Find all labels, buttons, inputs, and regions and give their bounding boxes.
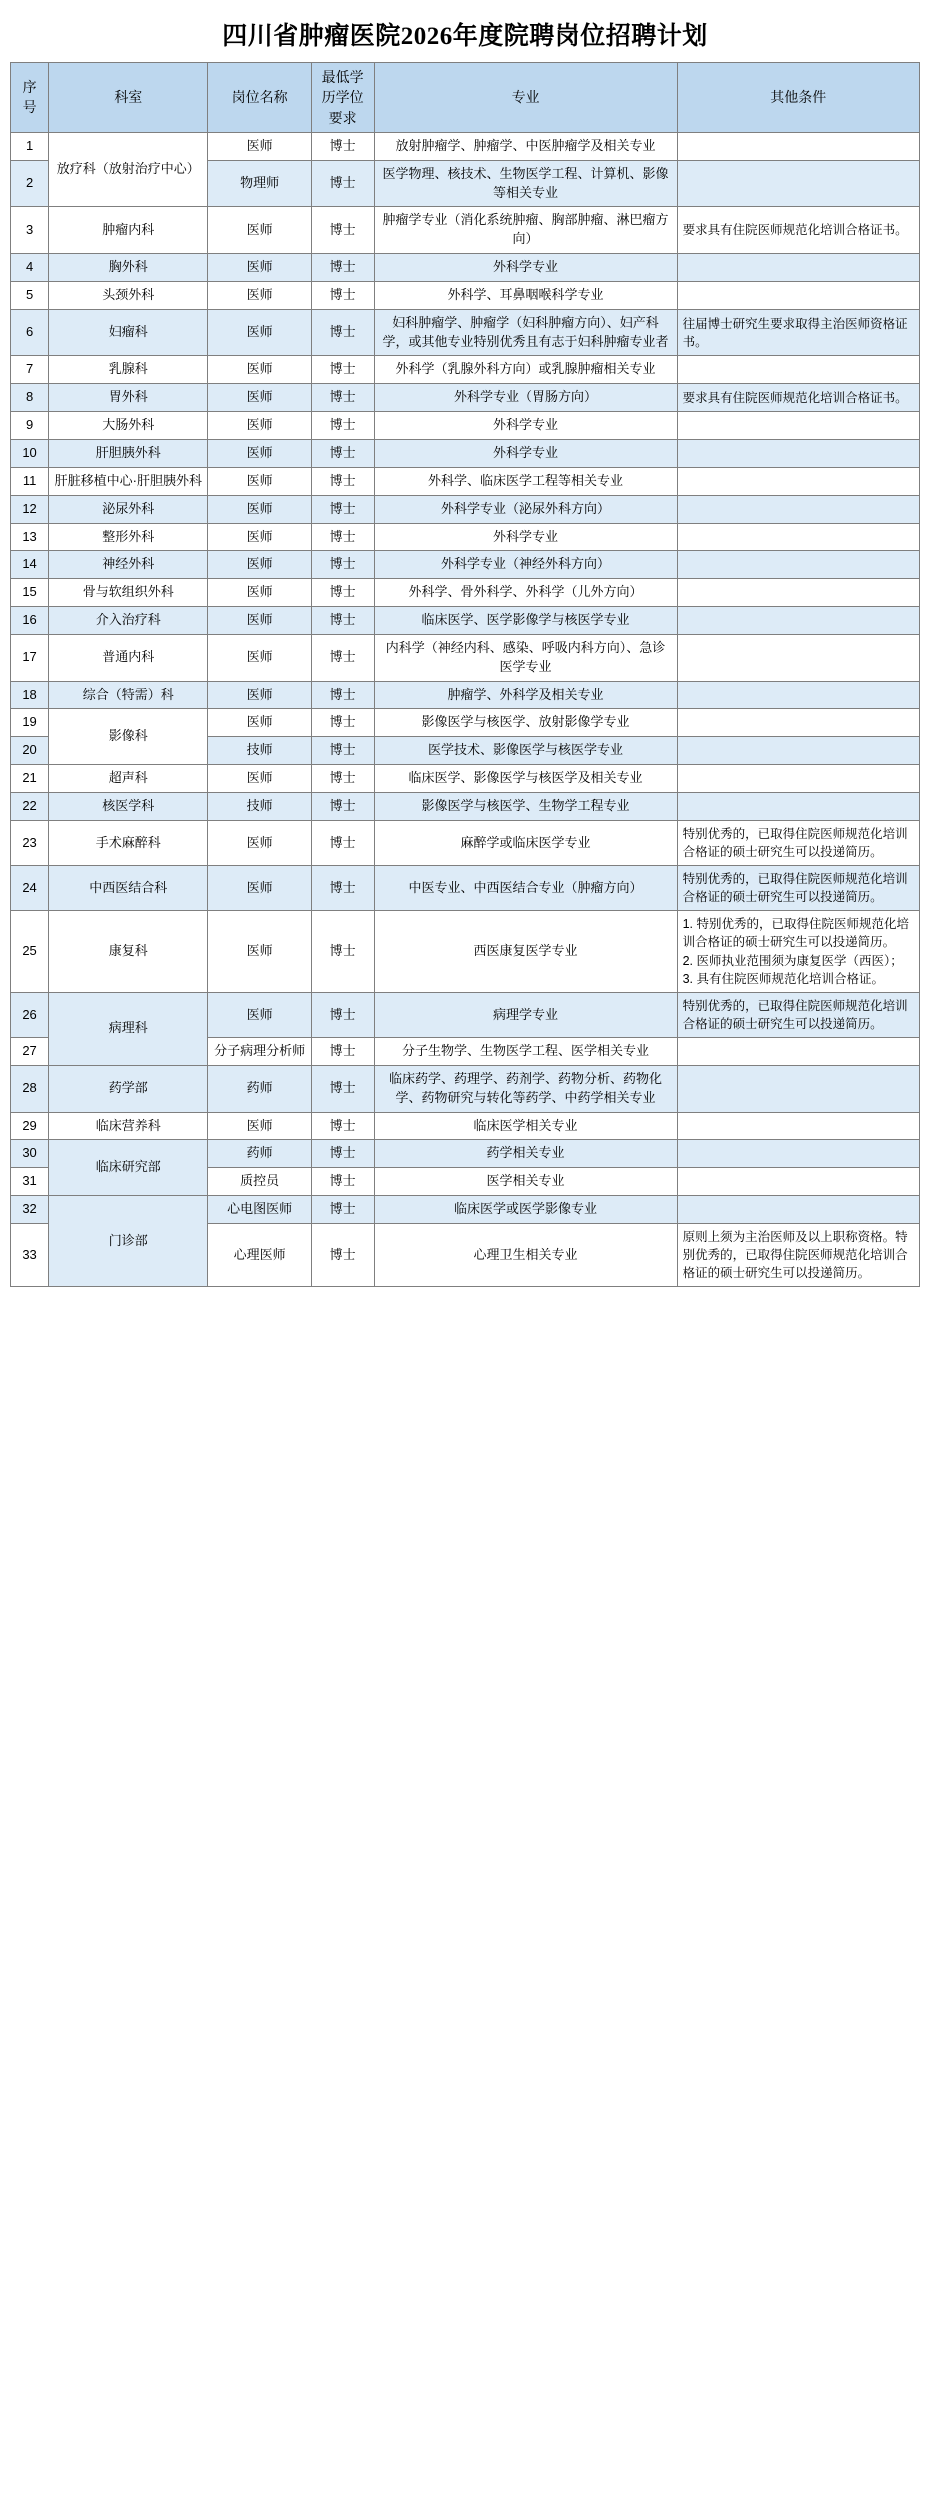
cell-post: 药师 xyxy=(208,1140,311,1168)
table-header xyxy=(11,63,920,133)
table-body xyxy=(11,132,920,1286)
cell-dept: 临床研究部 xyxy=(49,1140,208,1196)
cell-dept: 胸外科 xyxy=(49,254,208,282)
table-row xyxy=(11,254,920,282)
cell-dept: 综合（特需）科 xyxy=(49,681,208,709)
cell-other: 要求具有住院医师规范化培训合格证书。 xyxy=(677,207,919,254)
cell-major: 医学技术、影像医学与核医学专业 xyxy=(374,737,677,765)
cell-other: 原则上须为主治医师及以上职称资格。特别优秀的，已取得住院医师规范化培训合格证的硕士研究生可以投递简历。 xyxy=(677,1223,919,1286)
cell-post: 技师 xyxy=(208,792,311,820)
cell-other: 特别优秀的，已取得住院医师规范化培训合格证的硕士研究生可以投递简历。 xyxy=(677,866,919,911)
cell-post: 医师 xyxy=(208,207,311,254)
cell-edu: 博士 xyxy=(311,523,374,551)
cell-dept: 超声科 xyxy=(49,765,208,793)
cell-post: 医师 xyxy=(208,412,311,440)
cell-dept: 介入治疗科 xyxy=(49,607,208,635)
cell-edu: 博士 xyxy=(311,737,374,765)
cell-post: 医师 xyxy=(208,551,311,579)
cell-idx: 15 xyxy=(11,579,49,607)
cell-major: 放射肿瘤学、肿瘤学、中医肿瘤学及相关专业 xyxy=(374,132,677,160)
cell-major: 心理卫生相关专业 xyxy=(374,1223,677,1286)
cell-other xyxy=(677,765,919,793)
cell-other xyxy=(677,709,919,737)
cell-major: 外科学、骨外科学、外科学（儿外方向） xyxy=(374,579,677,607)
cell-edu: 博士 xyxy=(311,866,374,911)
cell-edu: 博士 xyxy=(311,281,374,309)
cell-edu: 博士 xyxy=(311,1112,374,1140)
cell-edu: 博士 xyxy=(311,356,374,384)
table-row xyxy=(11,132,920,160)
cell-idx: 28 xyxy=(11,1065,49,1112)
cell-post: 物理师 xyxy=(208,160,311,207)
cell-other: 要求具有住院医师规范化培训合格证书。 xyxy=(677,384,919,412)
cell-dept: 康复科 xyxy=(49,911,208,993)
cell-idx: 21 xyxy=(11,765,49,793)
column-header-post: 岗位名称 xyxy=(208,63,311,133)
cell-idx: 12 xyxy=(11,495,49,523)
table-row xyxy=(11,681,920,709)
cell-major: 医学物理、核技术、生物医学工程、计算机、影像等相关专业 xyxy=(374,160,677,207)
cell-idx: 8 xyxy=(11,384,49,412)
table-row xyxy=(11,866,920,911)
cell-idx: 26 xyxy=(11,992,49,1037)
cell-post: 医师 xyxy=(208,495,311,523)
cell-major: 病理学专业 xyxy=(374,992,677,1037)
cell-idx: 9 xyxy=(11,412,49,440)
cell-post: 医师 xyxy=(208,384,311,412)
cell-post: 医师 xyxy=(208,866,311,911)
table-row xyxy=(11,356,920,384)
table-row xyxy=(11,820,920,865)
cell-major: 临床药学、药理学、药剂学、药物分析、药物化学、药物研究与转化等药学、中药学相关专业 xyxy=(374,1065,677,1112)
table-row xyxy=(11,709,920,737)
cell-post: 医师 xyxy=(208,579,311,607)
cell-idx: 13 xyxy=(11,523,49,551)
table-row xyxy=(11,1196,920,1224)
cell-idx: 6 xyxy=(11,309,49,356)
cell-other xyxy=(677,1112,919,1140)
cell-major: 外科学（乳腺外科方向）或乳腺肿瘤相关专业 xyxy=(374,356,677,384)
cell-edu: 博士 xyxy=(311,792,374,820)
cell-major: 分子生物学、生物医学工程、医学相关专业 xyxy=(374,1038,677,1066)
cell-post: 心电图医师 xyxy=(208,1196,311,1224)
cell-dept: 肿瘤内科 xyxy=(49,207,208,254)
cell-post: 医师 xyxy=(208,681,311,709)
cell-dept: 中西医结合科 xyxy=(49,866,208,911)
cell-post: 医师 xyxy=(208,281,311,309)
cell-edu: 博士 xyxy=(311,579,374,607)
recruitment-plan-table xyxy=(10,62,920,1287)
page-title: 四川省肿瘤医院2026年度院聘岗位招聘计划 xyxy=(222,23,708,50)
cell-idx: 14 xyxy=(11,551,49,579)
cell-other xyxy=(677,132,919,160)
cell-idx: 5 xyxy=(11,281,49,309)
cell-idx: 29 xyxy=(11,1112,49,1140)
cell-other: 特别优秀的，已取得住院医师规范化培训合格证的硕士研究生可以投递简历。 xyxy=(677,820,919,865)
cell-idx: 24 xyxy=(11,866,49,911)
cell-major: 临床医学或医学影像专业 xyxy=(374,1196,677,1224)
cell-other xyxy=(677,681,919,709)
cell-major: 西医康复医学专业 xyxy=(374,911,677,993)
cell-edu: 博士 xyxy=(311,607,374,635)
cell-dept: 病理科 xyxy=(49,992,208,1065)
cell-major: 中医专业、中西医结合专业（肿瘤方向） xyxy=(374,866,677,911)
table-row xyxy=(11,992,920,1037)
cell-post: 医师 xyxy=(208,607,311,635)
cell-major: 内科学（神经内科、感染、呼吸内科方向）、急诊医学专业 xyxy=(374,634,677,681)
cell-edu: 博士 xyxy=(311,911,374,993)
cell-major: 临床医学、医学影像学与核医学专业 xyxy=(374,607,677,635)
cell-idx: 22 xyxy=(11,792,49,820)
cell-edu: 博士 xyxy=(311,440,374,468)
cell-other xyxy=(677,160,919,207)
cell-other xyxy=(677,579,919,607)
cell-dept: 核医学科 xyxy=(49,792,208,820)
cell-major: 肿瘤学、外科学及相关专业 xyxy=(374,681,677,709)
cell-idx: 25 xyxy=(11,911,49,993)
cell-edu: 博士 xyxy=(311,765,374,793)
cell-major: 外科学专业（神经外科方向） xyxy=(374,551,677,579)
cell-dept: 妇瘤科 xyxy=(49,309,208,356)
cell-edu: 博士 xyxy=(311,551,374,579)
cell-idx: 11 xyxy=(11,467,49,495)
cell-dept: 普通内科 xyxy=(49,634,208,681)
table-row xyxy=(11,911,920,993)
table-row xyxy=(11,792,920,820)
cell-dept: 乳腺科 xyxy=(49,356,208,384)
cell-post: 医师 xyxy=(208,467,311,495)
cell-other xyxy=(677,607,919,635)
cell-post: 医师 xyxy=(208,309,311,356)
cell-edu: 博士 xyxy=(311,634,374,681)
table-row xyxy=(11,634,920,681)
cell-post: 药师 xyxy=(208,1065,311,1112)
table-header-row xyxy=(11,63,920,133)
cell-edu: 博士 xyxy=(311,681,374,709)
table-row xyxy=(11,523,920,551)
cell-dept: 肝脏移植中心·肝胆胰外科 xyxy=(49,467,208,495)
cell-other xyxy=(677,412,919,440)
cell-edu: 博士 xyxy=(311,495,374,523)
cell-idx: 30 xyxy=(11,1140,49,1168)
table-row xyxy=(11,765,920,793)
table-row xyxy=(11,1112,920,1140)
cell-idx: 10 xyxy=(11,440,49,468)
cell-idx: 4 xyxy=(11,254,49,282)
cell-other xyxy=(677,1168,919,1196)
cell-idx: 31 xyxy=(11,1168,49,1196)
cell-major: 外科学专业 xyxy=(374,523,677,551)
cell-other: 往届博士研究生要求取得主治医师资格证书。 xyxy=(677,309,919,356)
cell-major: 药学相关专业 xyxy=(374,1140,677,1168)
cell-idx: 19 xyxy=(11,709,49,737)
table-row xyxy=(11,412,920,440)
cell-edu: 博士 xyxy=(311,467,374,495)
cell-other xyxy=(677,281,919,309)
cell-other xyxy=(677,523,919,551)
cell-edu: 博士 xyxy=(311,1196,374,1224)
cell-other xyxy=(677,467,919,495)
cell-idx: 32 xyxy=(11,1196,49,1224)
cell-other xyxy=(677,356,919,384)
cell-major: 影像医学与核医学、放射影像学专业 xyxy=(374,709,677,737)
cell-dept: 胃外科 xyxy=(49,384,208,412)
cell-post: 医师 xyxy=(208,132,311,160)
table-row xyxy=(11,309,920,356)
cell-other xyxy=(677,1065,919,1112)
cell-edu: 博士 xyxy=(311,412,374,440)
cell-major: 肿瘤学专业（消化系统肿瘤、胸部肿瘤、淋巴瘤方向） xyxy=(374,207,677,254)
cell-post: 分子病理分析师 xyxy=(208,1038,311,1066)
cell-dept: 泌尿外科 xyxy=(49,495,208,523)
table-row xyxy=(11,1065,920,1112)
cell-edu: 博士 xyxy=(311,160,374,207)
cell-other xyxy=(677,634,919,681)
cell-other xyxy=(677,1196,919,1224)
cell-idx: 1 xyxy=(11,132,49,160)
cell-post: 医师 xyxy=(208,523,311,551)
cell-dept: 骨与软组织外科 xyxy=(49,579,208,607)
cell-other: 特别优秀的，已取得住院医师规范化培训合格证的硕士研究生可以投递简历。 xyxy=(677,992,919,1037)
cell-major: 外科学、耳鼻咽喉科学专业 xyxy=(374,281,677,309)
cell-dept: 整形外科 xyxy=(49,523,208,551)
cell-major: 外科学、临床医学工程等相关专业 xyxy=(374,467,677,495)
cell-other xyxy=(677,551,919,579)
cell-edu: 博士 xyxy=(311,1168,374,1196)
cell-idx: 16 xyxy=(11,607,49,635)
table-row xyxy=(11,579,920,607)
table-row xyxy=(11,551,920,579)
table-row xyxy=(11,1140,920,1168)
cell-other xyxy=(677,737,919,765)
cell-edu: 博士 xyxy=(311,1223,374,1286)
cell-major: 妇科肿瘤学、肿瘤学（妇科肿瘤方向）、妇产科学，或其他专业特别优秀且有志于妇科肿瘤专业者 xyxy=(374,309,677,356)
cell-idx: 17 xyxy=(11,634,49,681)
cell-idx: 2 xyxy=(11,160,49,207)
cell-other xyxy=(677,1038,919,1066)
table-row xyxy=(11,440,920,468)
cell-dept: 神经外科 xyxy=(49,551,208,579)
cell-edu: 博士 xyxy=(311,207,374,254)
cell-post: 医师 xyxy=(208,1112,311,1140)
cell-edu: 博士 xyxy=(311,820,374,865)
cell-dept: 药学部 xyxy=(49,1065,208,1112)
cell-dept: 手术麻醉科 xyxy=(49,820,208,865)
cell-dept: 门诊部 xyxy=(49,1196,208,1287)
cell-major: 外科学专业 xyxy=(374,440,677,468)
cell-other xyxy=(677,495,919,523)
column-header-education: 最低学历学位要求 xyxy=(311,63,374,133)
cell-major: 外科学专业 xyxy=(374,254,677,282)
cell-dept: 临床营养科 xyxy=(49,1112,208,1140)
cell-post: 医师 xyxy=(208,911,311,993)
cell-other xyxy=(677,1140,919,1168)
cell-other: 1. 特别优秀的，已取得住院医师规范化培训合格证的硕士研究生可以投递简历。 2. 医师执业范围须为康复医学（西医）； 3. 具有住院医师规范化培训合格证。 xyxy=(677,911,919,993)
cell-idx: 27 xyxy=(11,1038,49,1066)
cell-post: 质控员 xyxy=(208,1168,311,1196)
cell-dept: 大肠外科 xyxy=(49,412,208,440)
cell-post: 医师 xyxy=(208,992,311,1037)
cell-edu: 博士 xyxy=(311,709,374,737)
cell-other xyxy=(677,440,919,468)
cell-edu: 博士 xyxy=(311,309,374,356)
cell-edu: 博士 xyxy=(311,1065,374,1112)
table-row xyxy=(11,207,920,254)
table-row xyxy=(11,467,920,495)
cell-post: 医师 xyxy=(208,634,311,681)
cell-major: 临床医学、影像医学与核医学及相关专业 xyxy=(374,765,677,793)
table-row xyxy=(11,495,920,523)
column-header-major: 专业 xyxy=(374,63,677,133)
cell-dept: 肝胆胰外科 xyxy=(49,440,208,468)
table-row xyxy=(11,281,920,309)
cell-major: 外科学专业（胃肠方向） xyxy=(374,384,677,412)
cell-post: 技师 xyxy=(208,737,311,765)
column-header-other: 其他条件 xyxy=(677,63,919,133)
cell-dept: 头颈外科 xyxy=(49,281,208,309)
cell-post: 医师 xyxy=(208,709,311,737)
column-header-department: 科室 xyxy=(49,63,208,133)
table-row xyxy=(11,607,920,635)
cell-major: 麻醉学或临床医学专业 xyxy=(374,820,677,865)
cell-edu: 博士 xyxy=(311,384,374,412)
cell-idx: 18 xyxy=(11,681,49,709)
cell-post: 心理医师 xyxy=(208,1223,311,1286)
cell-post: 医师 xyxy=(208,820,311,865)
cell-post: 医师 xyxy=(208,356,311,384)
cell-major: 影像医学与核医学、生物学工程专业 xyxy=(374,792,677,820)
cell-major: 外科学专业（泌尿外科方向） xyxy=(374,495,677,523)
cell-idx: 7 xyxy=(11,356,49,384)
cell-idx: 20 xyxy=(11,737,49,765)
cell-edu: 博士 xyxy=(311,132,374,160)
cell-idx: 23 xyxy=(11,820,49,865)
cell-edu: 博士 xyxy=(311,254,374,282)
cell-post: 医师 xyxy=(208,765,311,793)
cell-other xyxy=(677,792,919,820)
table-row xyxy=(11,384,920,412)
cell-edu: 博士 xyxy=(311,1140,374,1168)
cell-major: 临床医学相关专业 xyxy=(374,1112,677,1140)
cell-major: 外科学专业 xyxy=(374,412,677,440)
cell-edu: 博士 xyxy=(311,1038,374,1066)
cell-idx: 3 xyxy=(11,207,49,254)
cell-post: 医师 xyxy=(208,440,311,468)
cell-edu: 博士 xyxy=(311,992,374,1037)
cell-major: 医学相关专业 xyxy=(374,1168,677,1196)
column-header-index: 序号 xyxy=(11,63,49,133)
cell-other xyxy=(677,254,919,282)
cell-idx: 33 xyxy=(11,1223,49,1286)
cell-dept: 影像科 xyxy=(49,709,208,765)
cell-dept: 放疗科（放射治疗中心） xyxy=(49,132,208,207)
cell-post: 医师 xyxy=(208,254,311,282)
